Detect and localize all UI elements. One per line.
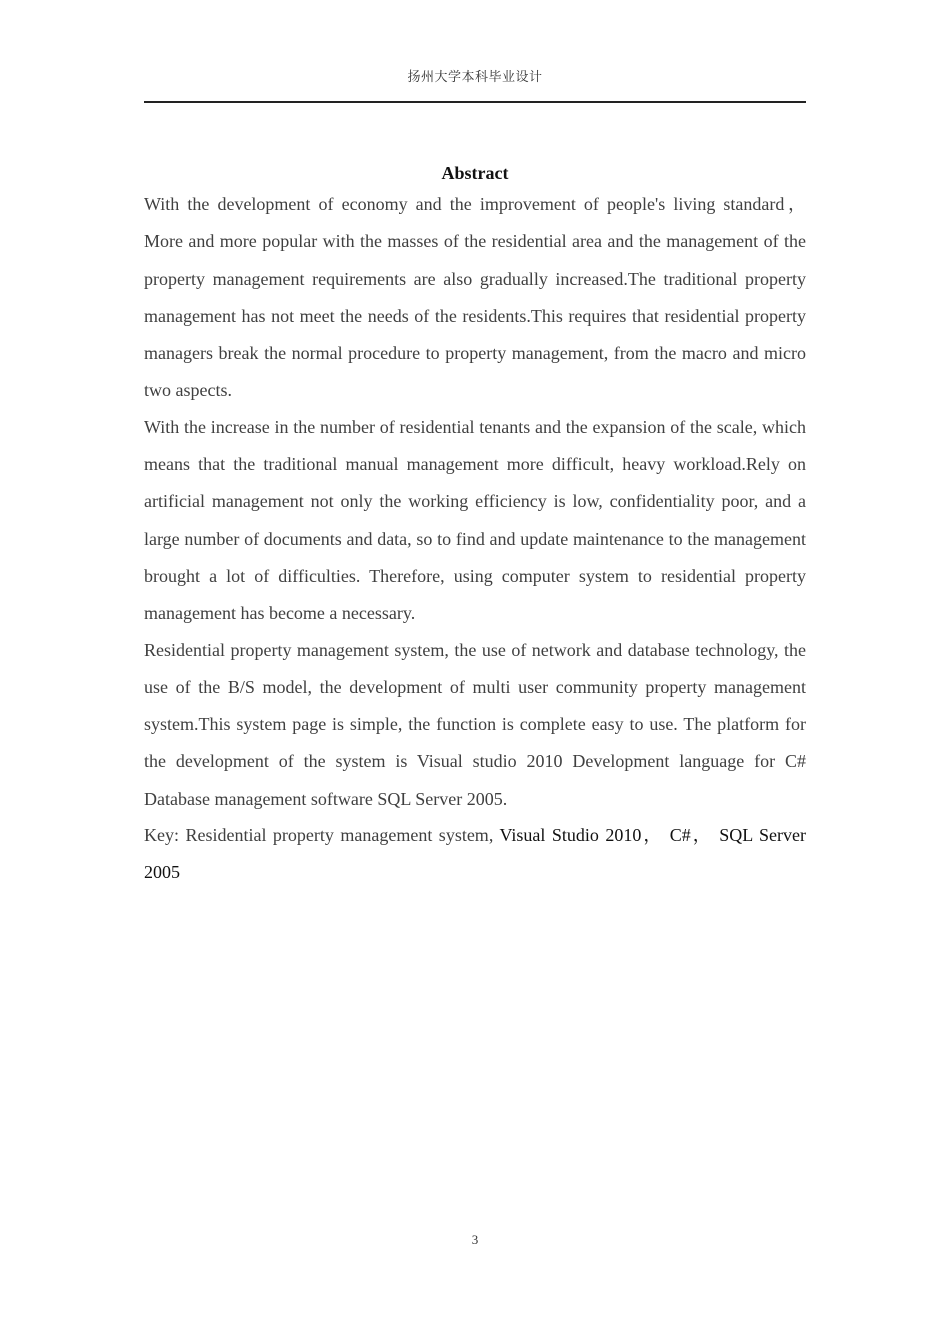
abstract-paragraph-2: With the increase in the number of residential tenants and the expansion of the scale, which means that the traditional manual management more difficult, heavy workload.Rely on artificial management not only the working efficiency is low, confidentiality poor, and a large number of documents and data, so to find and update maintenance to the management brought a lot of difficulties. Therefore, using computer system to residential property management has become a necessary. bbox=[144, 416, 806, 624]
abstract-section bbox=[144, 160, 806, 892]
abstract-paragraph-1: With the development of economy and the improvement of people's living standard， More and more popular with the masses of the residential area and the management of the property management requirements are also gradually increased.The traditional property management has not meet the needs of the residents.This requires that residential property managers break the normal procedure to property management, from the macro and micro two aspects. bbox=[144, 194, 806, 401]
page-header: 扬州大学本科毕业设计 bbox=[407, 69, 543, 84]
abstract-heading: Abstract bbox=[441, 163, 509, 183]
keywords-line bbox=[144, 817, 806, 892]
page-number: 3 bbox=[471, 1232, 479, 1247]
header-divider bbox=[144, 101, 806, 103]
keywords-label: Key: Residential property management system, bbox=[144, 825, 494, 846]
abstract-paragraph-3: Residential property management system, the use of network and database technology, the use of the B/S model, the development of multi user community property management system.This system page is simple, the function is complete easy to use. The platform for the development of the system is Visual studio 2010 Development language for C# Database management software SQL Server 2005. bbox=[144, 639, 806, 809]
keywords-terms: Visual Studio 2010， C#， SQL Server 2005 bbox=[144, 825, 807, 883]
